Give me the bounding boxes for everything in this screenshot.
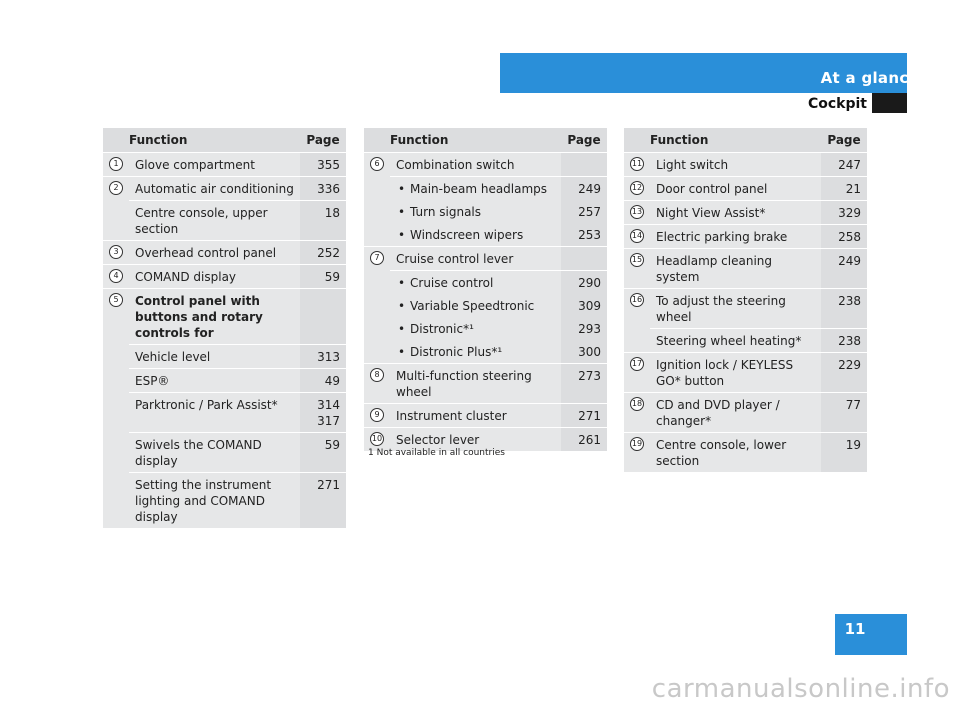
function-label: ESP® [129, 369, 300, 392]
page-ref: 257 [561, 200, 607, 223]
page-ref: 253 [561, 223, 607, 246]
function-label: • Turn signals [390, 200, 561, 223]
function-label: Glove compartment [129, 153, 300, 176]
page-ref: 290 [561, 271, 607, 294]
page-ref: 238 [821, 289, 867, 328]
table-row [390, 247, 607, 270]
item-number: 13 [630, 205, 644, 219]
table-row [129, 289, 346, 344]
page-ref: 49 [300, 369, 346, 392]
function-label: Multi-function steering wheel [390, 364, 561, 403]
subsection-title: Cockpit [807, 96, 867, 112]
function-table-2 [364, 128, 607, 452]
function-label: Overhead control panel [129, 241, 300, 264]
table-row [650, 249, 867, 288]
page-ref [300, 289, 346, 344]
function-label: Door control panel [650, 177, 821, 200]
page-ref: 229 [821, 353, 867, 392]
watermark: carmanualsonline.info [651, 674, 950, 704]
item-number: 14 [630, 229, 644, 243]
table-row [650, 153, 867, 176]
table-row [129, 392, 346, 432]
table-row [390, 294, 607, 317]
page-ref: 329 [821, 201, 867, 224]
item-number: 11 [630, 157, 644, 171]
table-header [103, 128, 346, 153]
table-row [129, 265, 346, 288]
function-group [624, 249, 867, 289]
item-number: 4 [109, 269, 123, 283]
page-ref: 300 [561, 340, 607, 363]
column-page: Page [567, 133, 601, 147]
function-label: Control panel with buttons and rotary controls for [129, 289, 300, 344]
page-ref [561, 247, 607, 270]
table-row [390, 270, 607, 294]
table-row [650, 289, 867, 328]
function-label: Cruise control lever [390, 247, 561, 270]
function-label: Combination switch [390, 153, 561, 176]
table-row [390, 176, 607, 200]
table-row [129, 241, 346, 264]
function-group [624, 393, 867, 433]
table-row [129, 153, 346, 176]
function-group [364, 153, 607, 247]
table-row [129, 432, 346, 472]
function-label: Steering wheel heating* [650, 329, 821, 352]
function-group [624, 353, 867, 393]
function-label: Centre console, upper section [129, 201, 300, 240]
item-number: 12 [630, 181, 644, 195]
function-label: CD and DVD player / changer* [650, 393, 821, 432]
function-label: Electric parking brake [650, 225, 821, 248]
item-number: 5 [109, 293, 123, 307]
table-row [129, 177, 346, 200]
page-ref: 249 [821, 249, 867, 288]
item-number: 10 [370, 432, 384, 446]
table-header [364, 128, 607, 153]
page-ref: 271 [300, 473, 346, 528]
function-group [624, 433, 867, 473]
table-row [650, 353, 867, 392]
function-label: Ignition lock / KEYLESS GO* button [650, 353, 821, 392]
page-ref: 249 [561, 177, 607, 200]
function-group [624, 225, 867, 249]
function-group [624, 177, 867, 201]
function-label: Swivels the COMAND display [129, 433, 300, 472]
function-group [103, 177, 346, 241]
page-ref: 271 [561, 404, 607, 427]
table-row [129, 344, 346, 368]
page-ref: 59 [300, 433, 346, 472]
function-group [364, 364, 607, 404]
function-label: • Windscreen wipers [390, 223, 561, 246]
function-table-1 [103, 128, 346, 529]
page-ref: 293 [561, 317, 607, 340]
item-number: 19 [630, 437, 644, 451]
item-number: 1 [109, 157, 123, 171]
item-number: 9 [370, 408, 384, 422]
header-marker [872, 93, 907, 113]
column-page: Page [827, 133, 861, 147]
function-label: To adjust the steering wheel [650, 289, 821, 328]
function-group [624, 289, 867, 353]
page-ref: 238 [821, 329, 867, 352]
function-label: Night View Assist* [650, 201, 821, 224]
page-ref: 247 [821, 153, 867, 176]
function-label: • Distronic Plus*¹ [390, 340, 561, 363]
page-ref: 59 [300, 265, 346, 288]
function-label: Centre console, lower section [650, 433, 821, 472]
table-row [650, 177, 867, 200]
page-ref [561, 153, 607, 176]
table-row [129, 200, 346, 240]
page-ref: 336 [300, 177, 346, 200]
function-label: Selector lever [390, 428, 561, 451]
function-label: Automatic air conditioning [129, 177, 300, 200]
page-ref: 18 [300, 201, 346, 240]
item-number: 8 [370, 368, 384, 382]
page-ref: 313 [300, 345, 346, 368]
function-label: COMAND display [129, 265, 300, 288]
function-group [103, 153, 346, 177]
table-row [390, 153, 607, 176]
function-label: • Cruise control [390, 271, 561, 294]
page-ref: 273 [561, 364, 607, 403]
function-group [364, 247, 607, 364]
function-label: • Distronic*¹ [390, 317, 561, 340]
page-ref: 355 [300, 153, 346, 176]
column-function: Function [650, 133, 709, 147]
table-row [650, 225, 867, 248]
page-ref: 77 [821, 393, 867, 432]
item-number: 15 [630, 253, 644, 267]
function-group [364, 404, 607, 428]
table-row [390, 404, 607, 427]
function-group [103, 289, 346, 529]
column-function: Function [129, 133, 188, 147]
column-page: Page [306, 133, 340, 147]
table-row [390, 340, 607, 363]
item-number: 17 [630, 357, 644, 371]
table-row [390, 200, 607, 223]
table-row [390, 364, 607, 403]
item-number: 7 [370, 251, 384, 265]
function-label: Instrument cluster [390, 404, 561, 427]
page-ref: 309 [561, 294, 607, 317]
column-function: Function [390, 133, 449, 147]
item-number: 2 [109, 181, 123, 195]
page-ref: 258 [821, 225, 867, 248]
function-label: • Main-beam headlamps [390, 177, 561, 200]
page-number: 11 [844, 620, 866, 638]
table-row [650, 433, 867, 472]
function-label: Vehicle level [129, 345, 300, 368]
table-row [650, 393, 867, 432]
page-ref: 261 [561, 428, 607, 451]
table-header [624, 128, 867, 153]
table-row [650, 328, 867, 352]
item-number: 3 [109, 245, 123, 259]
function-label: Setting the instrument lighting and COMAND display [129, 473, 300, 528]
page-ref: 21 [821, 177, 867, 200]
function-label: Parktronic / Park Assist* [129, 393, 300, 432]
function-group [624, 201, 867, 225]
function-label: Light switch [650, 153, 821, 176]
function-table-3 [624, 128, 867, 473]
function-group [103, 241, 346, 265]
function-group [103, 265, 346, 289]
item-number: 18 [630, 397, 644, 411]
table-row [129, 368, 346, 392]
page-ref: 19 [821, 433, 867, 472]
function-label: • Variable Speedtronic [390, 294, 561, 317]
table-row [390, 317, 607, 340]
function-group [624, 153, 867, 177]
section-title: At a glance [820, 69, 919, 87]
page-ref: 252 [300, 241, 346, 264]
table-row [650, 201, 867, 224]
item-number: 6 [370, 157, 384, 171]
function-label: Headlamp cleaning system [650, 249, 821, 288]
table-row [129, 472, 346, 528]
page-ref: 314 317 [300, 393, 346, 432]
item-number: 16 [630, 293, 644, 307]
table-row [390, 223, 607, 246]
footnote: 1 Not available in all countries [368, 448, 505, 458]
